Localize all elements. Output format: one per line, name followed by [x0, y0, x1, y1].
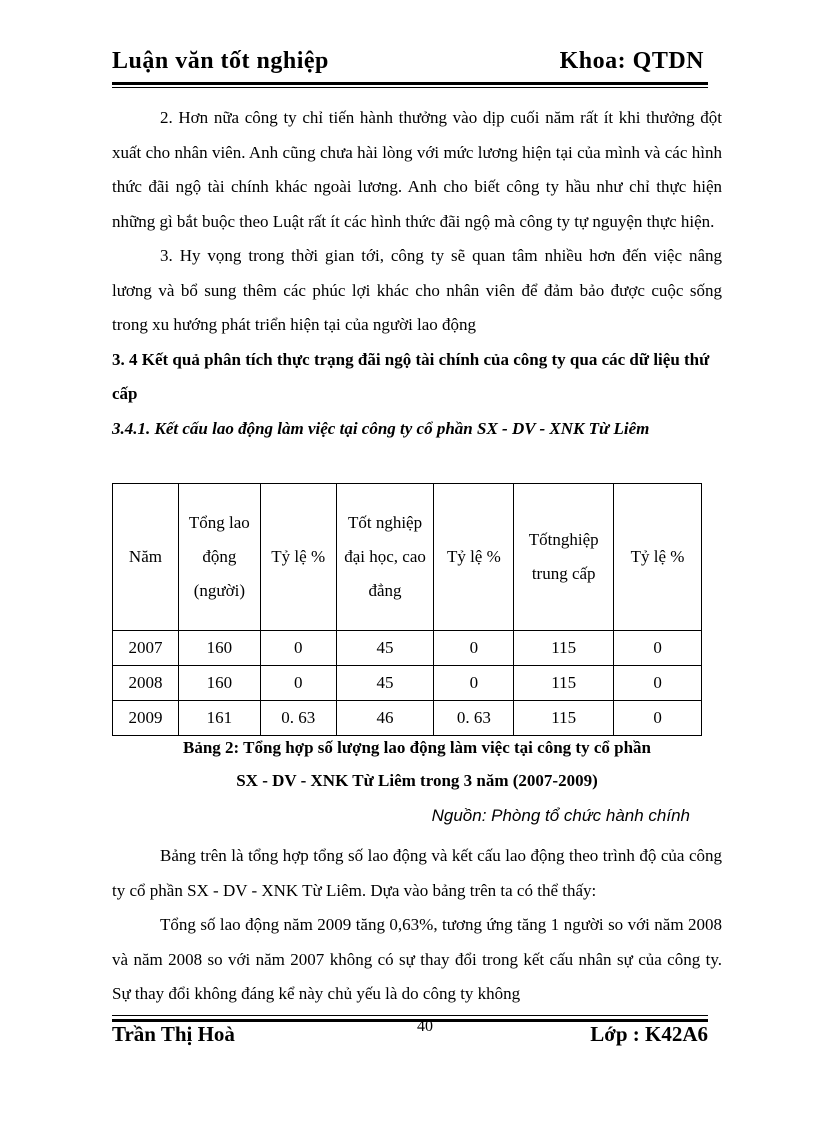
table-row: [113, 631, 702, 666]
paragraph-point-2: 2. Hơn nữa công ty chỉ tiến hành thưởng vào dịp cuối năm rất ít khi thưởng đột xuất cho nhân viên. Anh cũng chưa hài lòng với mức lương hiện tại của mình và các hình thức đãi ngộ tài chính khác ngoài lương. Anh cho biết công ty hầu như chỉ thực hiện những gì bắt buộc theo Luật rất ít các hình thức đãi ngộ mà công ty tự nguyện thực hiện.: [112, 108, 722, 231]
table-cell: 161: [178, 701, 260, 736]
header-faculty: Khoa: QTDN: [559, 48, 704, 74]
header-university-graduates: Tốt nghiệp đại học, cao đẳng: [336, 484, 434, 631]
header-rate-3: Tỷ lệ %: [614, 484, 702, 631]
table-cell: 46: [336, 701, 434, 736]
table-cell: 0: [260, 631, 336, 666]
paragraph-total-labor: Tổng số lao động năm 2009 tăng 0,63%, tương ứng tăng 1 người so với năm 2008 và năm 2008 so với năm 2007 không có sự thay đổi trong kết cấu nhân sự của công ty. Sự thay đổi không đáng kể này chủ yếu là do công ty không: [112, 915, 722, 1003]
paragraph-table-summary: Bảng trên là tổng hợp tổng số lao động và kết cấu lao động theo trình độ của công ty cổ phần SX - DV - XNK Từ Liêm. Dựa vào bảng trên ta có thể thấy:: [112, 846, 722, 900]
table-cell: 115: [514, 701, 614, 736]
table-cell: 2009: [113, 701, 179, 736]
table-cell: 0: [614, 631, 702, 666]
table-cell: 2007: [113, 631, 179, 666]
table-header-row: [113, 484, 702, 631]
footer-rule-thin: [112, 1015, 708, 1016]
table-cell: 0: [434, 631, 514, 666]
header-rule-thin: [112, 87, 708, 88]
paragraph-point-3: 3. Hy vọng trong thời gian tới, công ty sẽ quan tâm nhiều hơn đến việc nâng lương và bổ sung thêm các phúc lợi khác cho nhân viên để đảm bảo được cuộc sống trong xu hướng phát triển hiện tại của người lao động: [112, 246, 722, 334]
table-cell: 0: [614, 666, 702, 701]
table-cell: 0: [614, 701, 702, 736]
footer-author: Trần Thị Hoà: [112, 1022, 235, 1046]
header-thesis-title: Luận văn tốt nghiệp: [112, 48, 329, 74]
table-cell: 115: [514, 631, 614, 666]
table-cell: 45: [336, 631, 434, 666]
table-row: [113, 666, 702, 701]
section-heading: 3. 4 Kết quả phân tích thực trạng đãi ngộ tài chính của công ty qua các dữ liệu thứ cấp: [112, 349, 710, 403]
subsection-heading: 3.4.1. Kết cấu lao động làm việc tại công ty cổ phần SX - DV - XNK Từ Liêm: [112, 418, 650, 438]
body-text-top: [112, 101, 722, 446]
table-cell: 45: [336, 666, 434, 701]
header-rate-1: Tỷ lệ %: [260, 484, 336, 631]
table-cell: 160: [178, 631, 260, 666]
table-caption-line-1: Bảng 2: Tổng hợp số lượng lao động làm việc tại công ty cổ phần: [183, 738, 651, 757]
table-cell: 0. 63: [434, 701, 514, 736]
table-cell: 160: [178, 666, 260, 701]
table-caption-line-2: SX - DV - XNK Từ Liêm trong 3 năm (2007-2009): [236, 771, 598, 790]
labor-structure-table: [112, 483, 702, 736]
table-cell: 115: [514, 666, 614, 701]
table-row: [113, 701, 702, 736]
table-cell: 2008: [113, 666, 179, 701]
header-year: Năm: [113, 484, 179, 631]
table-cell: 0: [260, 666, 336, 701]
table-cell: 0: [434, 666, 514, 701]
header-vocational-graduates: Tốtnghiệp trung cấp: [514, 484, 614, 631]
page-number: 40: [417, 1018, 433, 1035]
footer-class: Lớp : K42A6: [590, 1022, 708, 1046]
header-rate-2: Tỷ lệ %: [434, 484, 514, 631]
table-source: Nguồn: Phòng tổ chức hành chính: [431, 806, 690, 825]
body-text-bottom: [112, 839, 722, 1012]
table-cell: 0. 63: [260, 701, 336, 736]
header-total-labor: Tổng lao động (người): [178, 484, 260, 631]
header-rule-thick: [112, 82, 708, 85]
